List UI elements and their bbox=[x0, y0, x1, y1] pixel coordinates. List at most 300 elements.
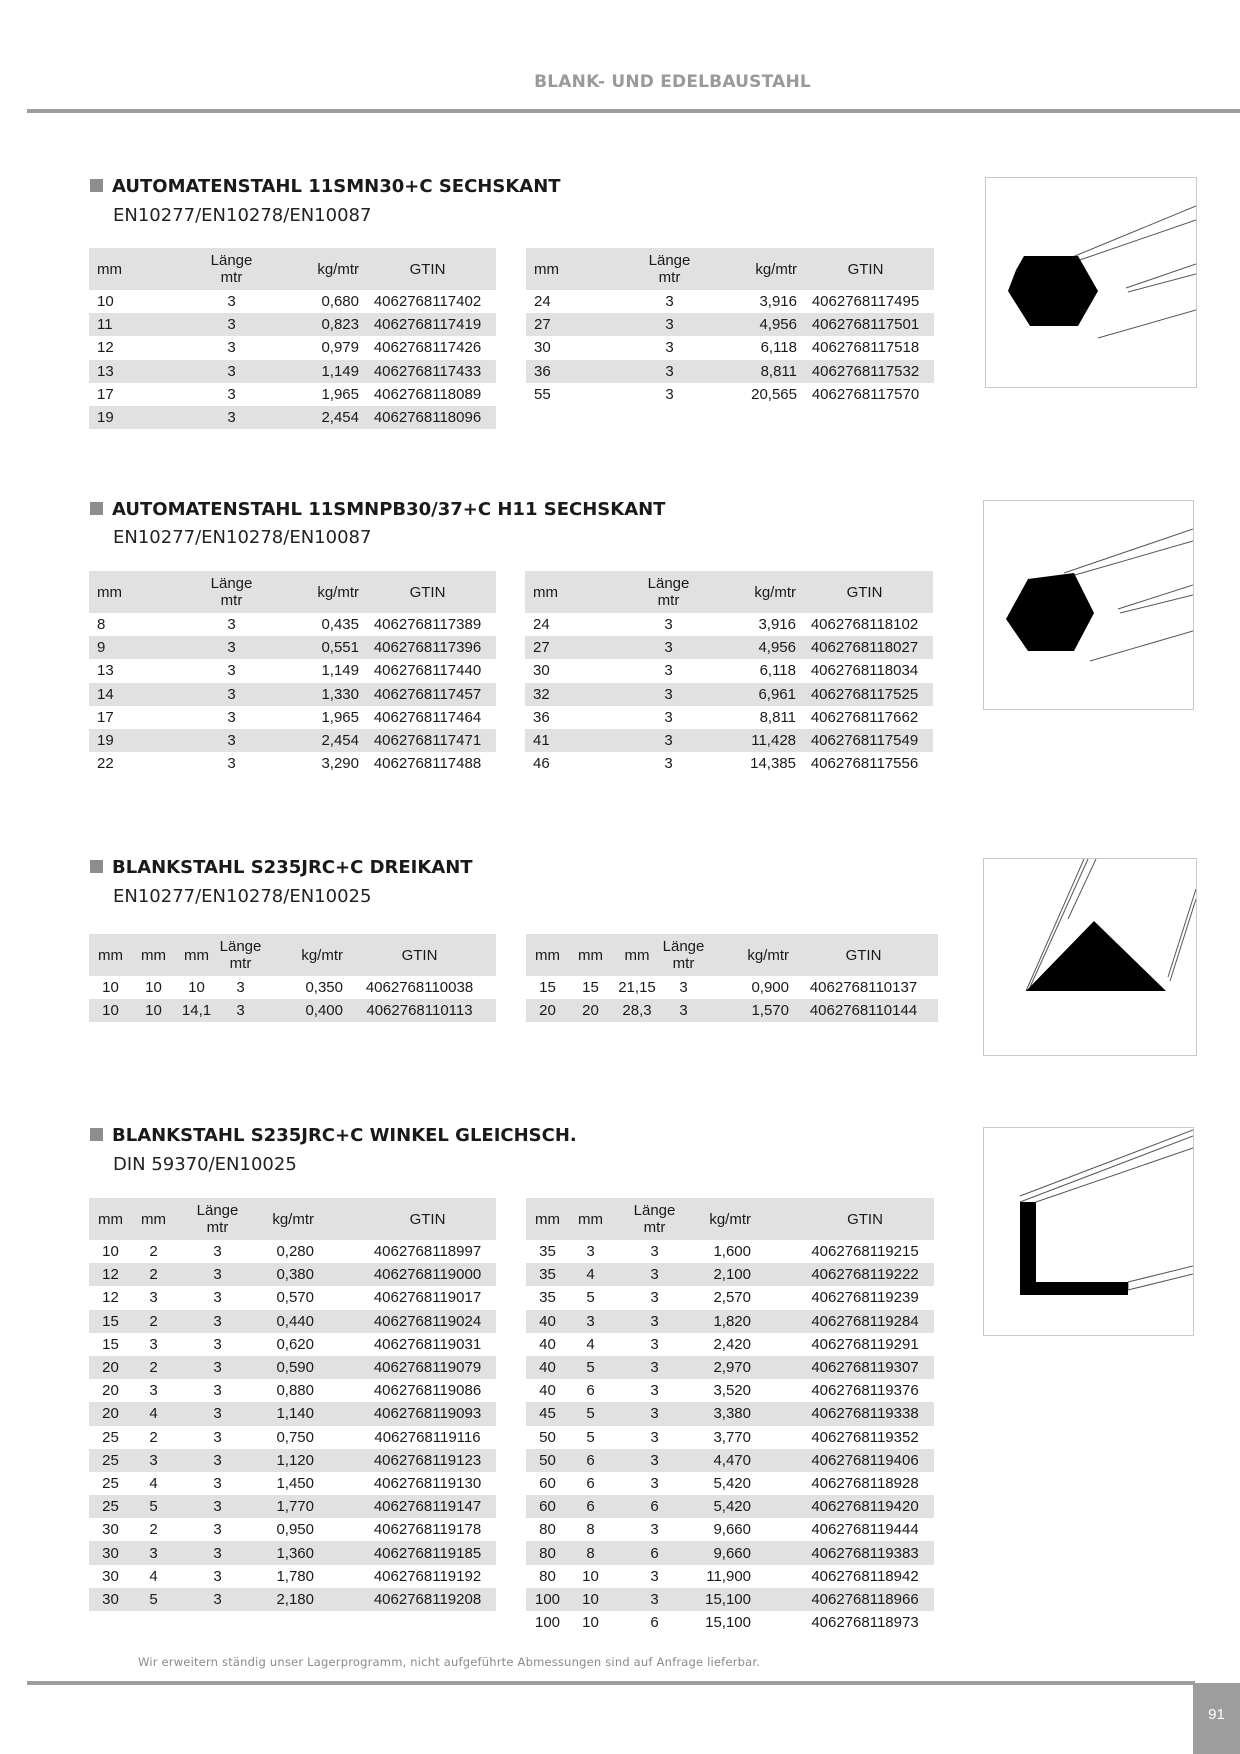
table-cell-spacer bbox=[751, 1310, 796, 1333]
table-cell: 11 bbox=[89, 313, 124, 336]
table-cell: 3 bbox=[175, 1588, 260, 1611]
table-cell: 3 bbox=[227, 755, 236, 773]
table-cell: 25 bbox=[89, 1495, 132, 1518]
table-row bbox=[526, 1286, 934, 1309]
table-cell: 20 bbox=[89, 1356, 132, 1379]
table-cell: 3 bbox=[227, 385, 236, 403]
table-cell: 20 bbox=[569, 999, 612, 1022]
table-cell: 4,470 bbox=[697, 1449, 751, 1472]
table-cell: 0,400 bbox=[263, 999, 343, 1022]
table-cell: 2,570 bbox=[713, 1289, 751, 1307]
table-cell: 19 bbox=[89, 406, 124, 429]
table-11smnpb30-left bbox=[89, 571, 496, 775]
table-11smn30-left bbox=[89, 248, 496, 429]
table-row bbox=[89, 636, 496, 659]
table-cell: 30 bbox=[89, 1541, 132, 1564]
table-cell: 3 bbox=[642, 313, 697, 336]
table-cell: 3 bbox=[679, 979, 688, 997]
table-cell: 4062768117662 bbox=[810, 708, 919, 726]
table-row bbox=[89, 683, 496, 706]
table-cell: 1,120 bbox=[260, 1449, 314, 1472]
table-cell-spacer bbox=[314, 1286, 359, 1309]
column-header: mm bbox=[526, 248, 561, 290]
square-bullet-icon bbox=[90, 1128, 103, 1141]
table-cell: 4062768119444 bbox=[811, 1521, 919, 1539]
column-header: mm bbox=[569, 1198, 612, 1240]
column-header: Länge mtr bbox=[662, 934, 705, 976]
table-cell: 4062768117440 bbox=[373, 662, 482, 680]
table-cell: 4062768119239 bbox=[811, 1289, 919, 1307]
table-cell: 35 bbox=[526, 1263, 569, 1286]
table-cell: 3,916 bbox=[758, 616, 796, 634]
table-row bbox=[89, 1588, 496, 1611]
table-cell-spacer bbox=[561, 290, 642, 313]
table-cell: 4062768118096 bbox=[359, 406, 496, 429]
table-cell: 0,823 bbox=[259, 313, 359, 336]
table-cell: 10 bbox=[582, 1614, 599, 1632]
table-row bbox=[525, 752, 933, 775]
table-cell: 2,454 bbox=[259, 406, 359, 429]
table-cell: 3 bbox=[641, 636, 696, 659]
table-cell-spacer bbox=[124, 636, 204, 659]
hexagon-bar-image bbox=[985, 177, 1197, 388]
section-norm-winkel: DIN 59370/EN10025 bbox=[113, 1154, 297, 1175]
table-row bbox=[526, 1565, 934, 1588]
table-cell: 4062768119383 bbox=[796, 1541, 934, 1564]
table-cell: 10 bbox=[97, 293, 114, 311]
table-cell: 4062768110038 bbox=[365, 979, 474, 997]
table-cell: 2,420 bbox=[713, 1335, 751, 1353]
square-bullet-icon bbox=[90, 860, 103, 873]
table-cell: 6,118 bbox=[759, 662, 796, 680]
table-row bbox=[89, 976, 496, 999]
table-row bbox=[89, 1240, 496, 1263]
table-cell-spacer bbox=[314, 1263, 359, 1286]
table-cell: 8,811 bbox=[697, 360, 797, 383]
column-header: Länge mtr bbox=[642, 248, 697, 290]
table-cell: 20,565 bbox=[751, 385, 797, 403]
table-cell: 2 bbox=[149, 1428, 158, 1446]
table-cell-spacer bbox=[124, 290, 204, 313]
table-cell: 4062768118997 bbox=[373, 1243, 482, 1261]
table-cell-spacer bbox=[124, 360, 204, 383]
table-cell: 4062768119291 bbox=[811, 1335, 919, 1353]
table-row bbox=[89, 1402, 496, 1425]
table-cell: 4062768118966 bbox=[796, 1588, 934, 1611]
table-cell-spacer bbox=[751, 1565, 796, 1588]
table-cell: 15,100 bbox=[697, 1588, 751, 1611]
table-cell-spacer bbox=[124, 406, 204, 429]
table-cell: 3 bbox=[612, 1588, 697, 1611]
table-cell: 55 bbox=[534, 385, 551, 403]
table-cell: 5 bbox=[569, 1356, 612, 1379]
table-cell: 3 bbox=[641, 683, 696, 706]
hexagon-bar-icon bbox=[986, 178, 1196, 387]
table-cell: 14,1 bbox=[175, 999, 218, 1022]
table-cell-spacer bbox=[124, 613, 204, 636]
table-cell: 4062768119185 bbox=[359, 1541, 496, 1564]
table-cell: 11,900 bbox=[706, 1567, 751, 1585]
table-cell-spacer bbox=[314, 1449, 359, 1472]
table-cell: 4062768117457 bbox=[359, 683, 496, 706]
table-cell: 2 bbox=[132, 1263, 175, 1286]
table-header-row bbox=[89, 248, 496, 290]
table-cell: 3 bbox=[236, 979, 245, 997]
table-cell: 3 bbox=[665, 385, 674, 403]
table-cell-spacer bbox=[751, 1541, 796, 1564]
table-cell: 4062768119208 bbox=[359, 1588, 496, 1611]
table-cell: 4062768118102 bbox=[810, 616, 919, 634]
header-divider bbox=[27, 109, 1240, 113]
table-cell: 4062768119079 bbox=[359, 1356, 496, 1379]
table-cell: 13 bbox=[97, 662, 114, 680]
section-title-winkel: BLANKSTAHL S235JRC+C WINKEL GLEICHSCH. bbox=[90, 1125, 577, 1146]
page-number: 91 bbox=[1193, 1683, 1240, 1754]
table-cell: 3,290 bbox=[321, 755, 359, 773]
table-cell: 4062768117495 bbox=[811, 293, 920, 311]
table-row bbox=[89, 290, 496, 313]
table-cell: 11,428 bbox=[696, 729, 796, 752]
table-cell: 4062768110113 bbox=[343, 999, 496, 1022]
table-cell: 20 bbox=[526, 999, 569, 1022]
column-header: mm bbox=[175, 934, 218, 976]
table-cell: 4,956 bbox=[697, 313, 797, 336]
table-cell: 60 bbox=[539, 1474, 556, 1492]
table-cell: 80 bbox=[526, 1541, 569, 1564]
table-cell: 0,950 bbox=[276, 1521, 314, 1539]
table-cell-spacer bbox=[560, 729, 641, 752]
table-cell-spacer bbox=[560, 752, 641, 775]
column-header-spacer bbox=[124, 571, 204, 613]
table-cell: 4062768118027 bbox=[796, 636, 933, 659]
table-row bbox=[526, 336, 934, 359]
table-cell: 1,820 bbox=[697, 1310, 751, 1333]
column-header: Länge mtr bbox=[641, 571, 696, 613]
table-cell: 3 bbox=[213, 1474, 222, 1492]
table-cell: 20 bbox=[89, 1402, 132, 1425]
table-cell: 4062768117419 bbox=[359, 313, 496, 336]
table-cell: 10 bbox=[89, 999, 132, 1022]
table-cell: 3 bbox=[641, 729, 696, 752]
table-cell-spacer bbox=[314, 1472, 359, 1495]
table-cell: 0,570 bbox=[276, 1289, 314, 1307]
column-header: Länge mtr bbox=[218, 934, 263, 976]
table-cell: 4062768117389 bbox=[373, 616, 482, 634]
table-cell: 3 bbox=[227, 708, 236, 726]
table-cell: 50 bbox=[526, 1449, 569, 1472]
table-cell: 3 bbox=[175, 1402, 260, 1425]
table-cell: 5,420 bbox=[713, 1474, 751, 1492]
table-cell: 20 bbox=[102, 1382, 119, 1400]
table-cell: 4062768117402 bbox=[373, 293, 482, 311]
table-cell: 0,350 bbox=[305, 979, 343, 997]
table-row bbox=[526, 1611, 934, 1634]
table-cell: 4062768119017 bbox=[373, 1289, 482, 1307]
column-header: GTIN bbox=[789, 934, 938, 976]
table-cell: 28,3 bbox=[612, 999, 662, 1022]
table-cell: 4 bbox=[586, 1335, 595, 1353]
table-cell: 50 bbox=[539, 1428, 556, 1446]
table-cell: 3 bbox=[612, 1356, 697, 1379]
table-cell: 5 bbox=[132, 1588, 175, 1611]
table-cell: 4062768110144 bbox=[789, 999, 938, 1022]
table-cell: 3 bbox=[213, 1335, 222, 1353]
table-cell-spacer bbox=[314, 1333, 359, 1356]
table-cell: 0,620 bbox=[276, 1335, 314, 1353]
table-cell: 41 bbox=[525, 729, 560, 752]
table-cell: 1,140 bbox=[260, 1402, 314, 1425]
column-header-spacer bbox=[751, 1198, 796, 1240]
section-title-11smn30: AUTOMATENSTAHL 11SMN30+C SECHSKANT bbox=[90, 176, 561, 197]
table-cell-spacer bbox=[124, 683, 204, 706]
table-dreikant-right bbox=[526, 934, 938, 1022]
table-cell: 10 bbox=[569, 1588, 612, 1611]
table-cell: 3 bbox=[612, 1310, 697, 1333]
table-cell: 1,330 bbox=[259, 683, 359, 706]
table-cell: 6 bbox=[586, 1382, 595, 1400]
table-cell: 3 bbox=[664, 662, 673, 680]
table-cell: 6,118 bbox=[760, 339, 797, 357]
table-cell: 30 bbox=[102, 1567, 119, 1585]
table-cell: 6 bbox=[569, 1449, 612, 1472]
table-cell: 3 bbox=[175, 1263, 260, 1286]
table-cell: 3 bbox=[204, 683, 259, 706]
table-cell-spacer bbox=[560, 636, 641, 659]
table-cell: 3 bbox=[132, 1541, 175, 1564]
table-cell: 4,956 bbox=[696, 636, 796, 659]
table-row bbox=[89, 1449, 496, 1472]
table-cell-spacer bbox=[751, 1263, 796, 1286]
table-cell-spacer bbox=[751, 1472, 796, 1495]
table-cell: 60 bbox=[526, 1495, 569, 1518]
table-cell: 3 bbox=[213, 1521, 222, 1539]
page-header-title: BLANK- UND EDELBAUSTAHL bbox=[534, 72, 811, 92]
column-header: kg/mtr bbox=[259, 571, 359, 613]
table-cell: 3 bbox=[132, 1449, 175, 1472]
table-row bbox=[89, 613, 496, 636]
table-cell-spacer bbox=[314, 1379, 359, 1402]
square-bullet-icon bbox=[90, 179, 103, 192]
table-cell: 80 bbox=[539, 1521, 556, 1539]
table-row bbox=[526, 1333, 934, 1356]
column-header: GTIN bbox=[359, 248, 496, 290]
table-row bbox=[526, 1402, 934, 1425]
table-cell: 15 bbox=[539, 979, 556, 997]
table-cell: 40 bbox=[526, 1356, 569, 1379]
table-cell: 3 bbox=[213, 1567, 222, 1585]
section-title-dreikant: BLANKSTAHL S235JRC+C DREIKANT bbox=[90, 857, 473, 878]
table-cell: 3 bbox=[213, 1382, 222, 1400]
table-cell-spacer bbox=[561, 383, 642, 406]
table-cell: 4062768119031 bbox=[373, 1335, 482, 1353]
table-cell: 25 bbox=[102, 1428, 119, 1446]
column-header: GTIN bbox=[359, 1198, 496, 1240]
table-cell: 9 bbox=[89, 636, 124, 659]
table-cell: 3 bbox=[612, 1263, 697, 1286]
table-cell: 1,149 bbox=[259, 360, 359, 383]
table-cell: 6 bbox=[586, 1474, 595, 1492]
table-row bbox=[89, 1426, 496, 1449]
table-cell: 15 bbox=[102, 1335, 119, 1353]
column-header: mm bbox=[526, 1198, 569, 1240]
table-cell: 100 bbox=[526, 1588, 569, 1611]
table-cell-spacer bbox=[124, 313, 204, 336]
column-header: GTIN bbox=[359, 571, 496, 613]
table-cell: 35 bbox=[539, 1243, 556, 1261]
table-cell: 30 bbox=[533, 662, 550, 680]
column-header: mm bbox=[132, 1198, 175, 1240]
column-header: mm bbox=[89, 571, 124, 613]
table-11smn30-right bbox=[526, 248, 934, 406]
table-row bbox=[89, 383, 496, 406]
table-cell: 10 bbox=[132, 999, 175, 1022]
table-cell: 46 bbox=[533, 755, 550, 773]
section-norm-11smn30: EN10277/EN10278/EN10087 bbox=[113, 205, 372, 226]
table-cell: 3 bbox=[175, 1541, 260, 1564]
table-cell: 3 bbox=[175, 1310, 260, 1333]
table-cell: 3 bbox=[204, 729, 259, 752]
table-row bbox=[89, 1495, 496, 1518]
table-cell: 6 bbox=[569, 1495, 612, 1518]
table-cell: 3 bbox=[650, 1428, 659, 1446]
table-cell: 3 bbox=[650, 1521, 659, 1539]
table-cell: 4062768117488 bbox=[373, 755, 482, 773]
table-cell: 10 bbox=[582, 1567, 599, 1585]
table-cell: 3 bbox=[213, 1243, 222, 1261]
column-header: mm bbox=[89, 1198, 132, 1240]
table-cell-spacer bbox=[560, 683, 641, 706]
table-row bbox=[526, 1588, 934, 1611]
table-cell-spacer bbox=[751, 1449, 796, 1472]
table-cell: 4062768119284 bbox=[796, 1310, 934, 1333]
table-cell-spacer bbox=[560, 706, 641, 729]
table-cell: 10 bbox=[145, 979, 162, 997]
table-cell: 3 bbox=[149, 1289, 158, 1307]
table-cell: 1,149 bbox=[321, 662, 359, 680]
table-cell: 3 bbox=[612, 1449, 697, 1472]
column-header-spacer bbox=[560, 571, 641, 613]
table-cell: 1,965 bbox=[321, 708, 359, 726]
table-cell: 0,750 bbox=[276, 1428, 314, 1446]
table-cell: 1,570 bbox=[705, 999, 789, 1022]
table-cell: 10 bbox=[102, 1243, 119, 1261]
table-row bbox=[525, 729, 933, 752]
table-cell: 3 bbox=[149, 1382, 158, 1400]
table-cell: 4062768110137 bbox=[809, 979, 918, 997]
table-cell: 12 bbox=[89, 1263, 132, 1286]
table-row bbox=[525, 659, 933, 682]
table-row bbox=[526, 290, 934, 313]
table-cell: 3 bbox=[204, 313, 259, 336]
table-row bbox=[526, 360, 934, 383]
table-cell: 5,420 bbox=[697, 1495, 751, 1518]
table-row bbox=[526, 383, 934, 406]
column-header-spacer bbox=[124, 248, 204, 290]
table-cell: 6 bbox=[650, 1614, 659, 1632]
footnote: Wir erweitern ständig unser Lagerprogramm, nicht aufgeführte Abmessungen sind auf Anfrage lieferbar. bbox=[138, 1655, 761, 1669]
table-cell: 3 bbox=[227, 339, 236, 357]
table-cell: 4062768117426 bbox=[373, 339, 482, 357]
table-cell: 17 bbox=[97, 708, 114, 726]
angle-bar-image bbox=[983, 1127, 1194, 1336]
section-norm-dreikant: EN10277/EN10278/EN10025 bbox=[113, 886, 372, 907]
table-cell: 3 bbox=[650, 1382, 659, 1400]
table-cell: 4062768119000 bbox=[359, 1263, 496, 1286]
table-cell-spacer bbox=[751, 1240, 796, 1263]
table-cell: 45 bbox=[526, 1402, 569, 1425]
table-cell-spacer bbox=[751, 1518, 796, 1541]
table-cell: 8 bbox=[97, 616, 106, 634]
table-cell: 15 bbox=[89, 1310, 132, 1333]
table-row bbox=[526, 1518, 934, 1541]
table-cell: 3 bbox=[213, 1428, 222, 1446]
table-cell: 14 bbox=[89, 683, 124, 706]
table-cell: 4062768118034 bbox=[810, 662, 919, 680]
table-cell: 0,551 bbox=[259, 636, 359, 659]
table-cell-spacer bbox=[314, 1310, 359, 1333]
table-cell: 40 bbox=[539, 1382, 556, 1400]
table-cell: 3 bbox=[204, 636, 259, 659]
table-cell: 32 bbox=[525, 683, 560, 706]
table-row bbox=[89, 659, 496, 682]
table-header-row bbox=[89, 1198, 496, 1240]
table-cell: 0,880 bbox=[276, 1382, 314, 1400]
table-cell: 4062768119338 bbox=[796, 1402, 934, 1425]
table-cell-spacer bbox=[124, 729, 204, 752]
table-cell-spacer bbox=[751, 1333, 796, 1356]
triangle-bar-image bbox=[983, 858, 1197, 1056]
table-cell: 3,520 bbox=[713, 1382, 751, 1400]
section-title-11smnpb30: AUTOMATENSTAHL 11SMNPB30/37+C H11 SECHSKANT bbox=[90, 499, 665, 520]
table-cell-spacer bbox=[314, 1240, 359, 1263]
table-cell: 4062768118973 bbox=[811, 1614, 919, 1632]
table-cell: 36 bbox=[526, 360, 561, 383]
table-cell: 40 bbox=[539, 1335, 556, 1353]
table-cell: 3 bbox=[664, 616, 673, 634]
table-cell: 3,916 bbox=[759, 293, 797, 311]
column-header: mm bbox=[132, 934, 175, 976]
table-row bbox=[526, 1541, 934, 1564]
table-winkel-right bbox=[526, 1198, 934, 1634]
column-header: kg/mtr bbox=[696, 571, 796, 613]
table-cell: 4 bbox=[132, 1402, 175, 1425]
table-cell: 0,680 bbox=[321, 293, 359, 311]
table-cell: 3 bbox=[213, 1289, 222, 1307]
column-header: GTIN bbox=[796, 1198, 934, 1240]
column-header: kg/mtr bbox=[697, 248, 797, 290]
table-cell: 35 bbox=[539, 1289, 556, 1307]
table-cell: 4062768119093 bbox=[359, 1402, 496, 1425]
table-cell: 4062768117433 bbox=[359, 360, 496, 383]
section-norm-11smnpb30: EN10277/EN10278/EN10087 bbox=[113, 527, 372, 548]
table-row bbox=[89, 313, 496, 336]
table-row bbox=[525, 706, 933, 729]
table-cell: 0,900 bbox=[751, 979, 789, 997]
table-cell: 1,360 bbox=[260, 1541, 314, 1564]
table-cell: 4062768119116 bbox=[374, 1428, 481, 1446]
table-cell-spacer bbox=[561, 360, 642, 383]
table-cell: 4062768119352 bbox=[811, 1428, 919, 1446]
table-cell-spacer bbox=[751, 1286, 796, 1309]
table-cell-spacer bbox=[314, 1588, 359, 1611]
angle-bar-icon bbox=[984, 1128, 1193, 1335]
table-cell: 27 bbox=[526, 313, 561, 336]
table-cell: 0,590 bbox=[260, 1356, 314, 1379]
table-cell: 0,435 bbox=[321, 616, 359, 634]
table-cell: 10 bbox=[188, 979, 205, 997]
table-cell: 4062768117532 bbox=[797, 360, 934, 383]
table-row bbox=[526, 976, 938, 999]
